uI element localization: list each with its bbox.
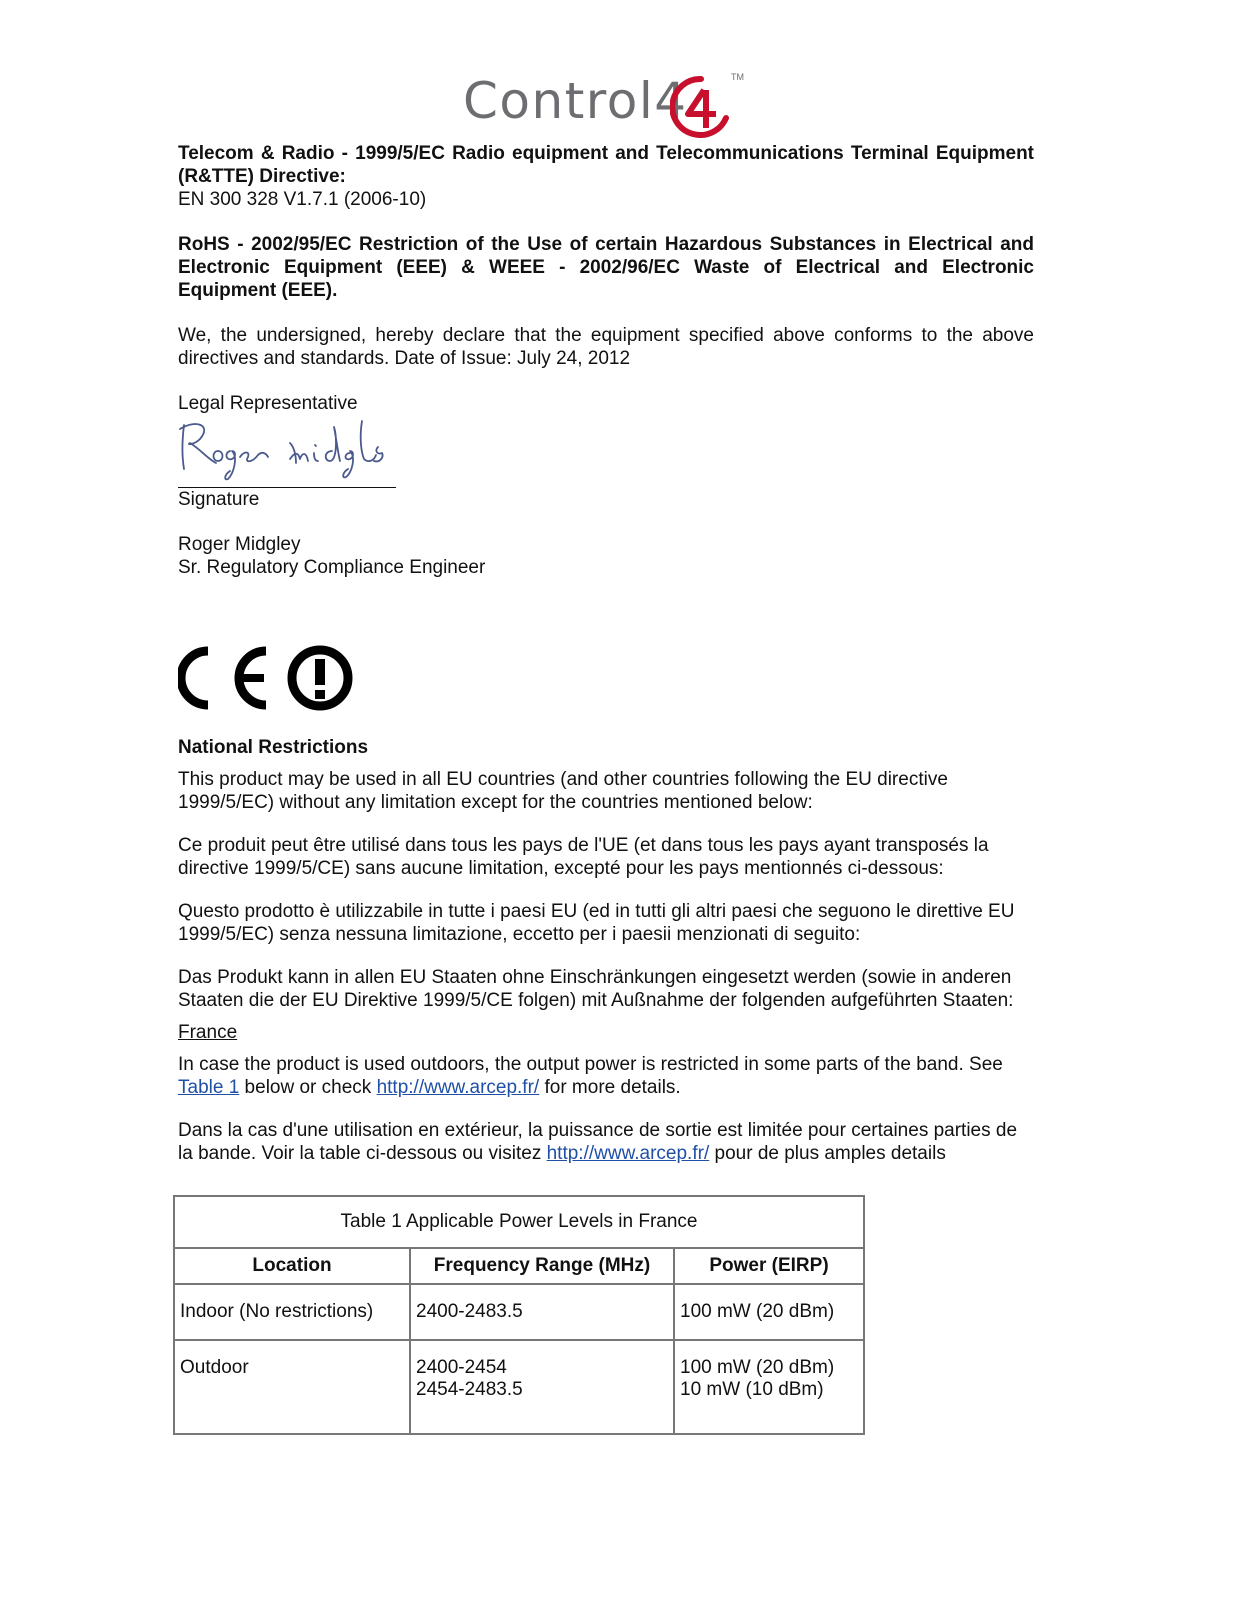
- table-row: [174, 1340, 864, 1434]
- power-line: 10 mW (10 dBm): [680, 1379, 824, 1400]
- power-levels-table: [173, 1195, 865, 1435]
- national-restrictions-heading: National Restrictions: [178, 737, 369, 758]
- table-row: [174, 1284, 864, 1340]
- handwritten-signature: [178, 415, 1034, 487]
- control4-logo: [463, 68, 763, 140]
- frequency-line: 2454-2483.5: [416, 1379, 523, 1400]
- restriction-english: This product may be used in all EU countries (and other countries following the EU directive 1999/5/EC) without any limitation except for the countries mentioned below:: [178, 769, 948, 813]
- note-text: for more details.: [539, 1077, 681, 1098]
- ce-marking: [178, 645, 1034, 711]
- arcep-link-fr[interactable]: http://www.arcep.fr/: [546, 1143, 710, 1164]
- logo-wordmark: Control4: [463, 72, 688, 130]
- restriction-german: Das Produkt kann in allen EU Staaten ohne Einschränkungen eingesetzt werden (sowie in anderen Staaten die der EU Direktive 1999/5/CE folgen) mit Außnahme der folgenden aufgeführten Staaten:: [178, 967, 1014, 1011]
- cell-location: Indoor (No restrictions): [174, 1284, 410, 1340]
- signature-image: [178, 417, 388, 483]
- header-location: Location: [174, 1248, 410, 1284]
- table-caption: Table 1 Applicable Power Levels in France: [174, 1196, 864, 1248]
- rtte-standard: EN 300 328 V1.7.1 (2006-10): [178, 189, 427, 210]
- note-text: pour de plus amples details: [709, 1143, 946, 1164]
- cell-power: 100 mW (20 dBm): [674, 1284, 864, 1340]
- cell-location: Outdoor: [174, 1340, 410, 1434]
- declaration-text: We, the undersigned, hereby declare that the equipment specified above conforms to the above directives and standards. Date of Issue: July 24, 2012: [178, 325, 1034, 369]
- document-body: [178, 142, 1034, 1165]
- restriction-french: Ce produit peut être utilisé dans tous les pays de l'UE (et dans tous les pays ayant transposés la directive 1999/5/CE) sans aucune limitation, excepté pour les pays mentionnés ci-dessous:: [178, 835, 989, 879]
- signatory-name: Roger Midgley: [178, 534, 301, 555]
- logo-four-icon: [670, 76, 732, 138]
- legal-representative-label: Legal Representative: [178, 393, 358, 414]
- table-1-link[interactable]: Table 1: [178, 1077, 240, 1098]
- header-frequency: Frequency Range (MHz): [410, 1248, 674, 1284]
- restriction-italian: Questo prodotto è utilizzabile in tutte i paesi EU (ed in tutti gli altri paesi che seguono le direttive EU 1999/5/EC) senza nessuna limitazione, eccetto per i paesii menzionati di seguito:: [178, 901, 1015, 945]
- country-france: France: [178, 1022, 238, 1043]
- rtte-heading: Telecom & Radio - 1999/5/EC Radio equipment and Telecommunications Terminal Equipment (R&TTE) Directive:: [178, 143, 1034, 187]
- frequency-line: 2400-2454: [416, 1357, 507, 1378]
- arcep-link[interactable]: http://www.arcep.fr/: [376, 1077, 540, 1098]
- rohs-heading: RoHS - 2002/95/EC Restriction of the Use of certain Hazardous Substances in Electrical and Electronic Equipment (EEE) & WEEE - 2002/96/EC Waste of Electrical and Electronic Equipment (EEE).: [178, 234, 1034, 301]
- header-power: Power (EIRP): [674, 1248, 864, 1284]
- logo-trademark: TM: [731, 72, 744, 82]
- cell-frequency: [410, 1340, 674, 1434]
- cell-power: [674, 1340, 864, 1434]
- note-text: Dans la cas d'une utilisation en extérieur, la puissance de sortie est limitée pour certaines parties de la bande. Voir la table ci-dessous ou visitez: [178, 1120, 1018, 1164]
- france-french-note: [178, 1119, 1034, 1165]
- note-text: In case the product is used outdoors, the output power is restricted in some parts of the band. See: [178, 1054, 1003, 1075]
- note-text: below or check: [239, 1077, 377, 1098]
- signatory-title: Sr. Regulatory Compliance Engineer: [178, 557, 486, 578]
- signature-label: Signature: [178, 489, 260, 510]
- cell-frequency: 2400-2483.5: [410, 1284, 674, 1340]
- power-line: 100 mW (20 dBm): [680, 1357, 835, 1378]
- ce-alert-icon: [178, 645, 358, 711]
- france-english-note: [178, 1053, 1034, 1099]
